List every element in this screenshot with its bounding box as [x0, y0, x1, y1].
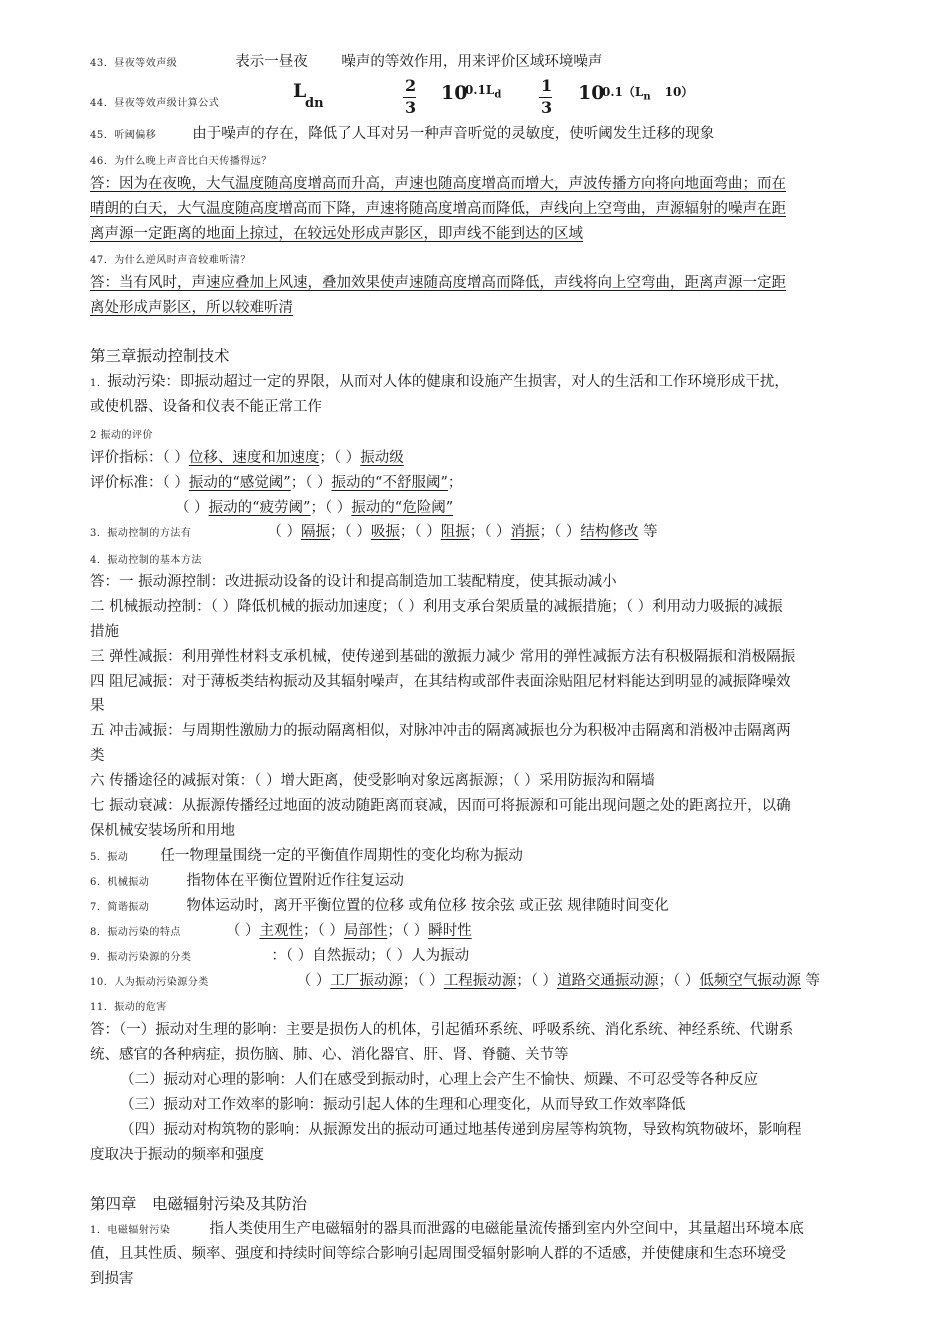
item-text: 指人类使用生产电磁辐射的器具而泄露的电磁能量流传播到室内外空间中，其量超出环境本底: [209, 1221, 804, 1237]
text-line: （四）振动对构筑物的影响：从振源发出的振动可通过地基传递到房屋等构筑物，导致构筑物破坏，影响程: [120, 1122, 802, 1138]
item-2: [90, 424, 153, 446]
item-3: 3．振动控制的方法有 （ ）隔振；（ ）吸振；（ ）阻振；（ ）消振；（ ）结构修改 等: [90, 524, 658, 540]
item-8: 8．振动污染的特点 （ ）主观性；（ ）局部性；（ ）瞬时性: [90, 923, 472, 939]
text-line: 二 机械振动控制：（ ）降低机械的振动加速度；（ ）利用支承台架质量的减振措施；（ ）利用动力吸振的减振: [90, 599, 783, 615]
text-line: 六 传播途径的减振对策：（ ）增大距离，使受影响对象远离振源；（ ）采用防振沟和隔墙: [90, 773, 655, 789]
text-line: 或使机器、设备和仪表不能正常工作: [90, 399, 322, 415]
formula-base: 10: [578, 82, 605, 104]
formula-fraction-denominator: 3: [541, 98, 553, 117]
evaluation-indicators: 评价指标：（ ）位移、速度和加速度；（ ）振动级: [90, 450, 404, 466]
item-number: 45．听阈偏移: [90, 130, 157, 141]
evaluation-standards-cont: （ ）振动的“疲劳阈”；（ ）振动的“危险阈”: [175, 500, 454, 516]
formula-subscript: dn: [305, 96, 324, 111]
chapter-3-heading: 第三章振动控制技术: [90, 347, 230, 365]
formula-base: 10: [441, 82, 468, 104]
item-number: 4．振动控制的基本方法: [90, 555, 202, 566]
item-45: [90, 124, 714, 146]
item-text: 指物体在平衡位置附近作往复运动: [186, 873, 404, 889]
text-line: 值，且其性质、频率、强度和持续时间等综合影响引起周围受辐射影响人群的不适感，并使健康和生态环境受: [90, 1246, 786, 1262]
formula-exponent: $0.1(L_n$ 10）: [602, 85, 694, 103]
item-number: 7．简谐振动: [90, 902, 150, 913]
item-4: [90, 549, 202, 571]
item-number: 3．振动控制的方法有: [90, 528, 192, 539]
item-5: [90, 846, 523, 868]
text-line: 答：（一）振动对生理的影响：主要是损伤人的机体，引起循环系统、呼吸系统、消化系统、神经系统、代谢系: [90, 1022, 794, 1038]
evaluation-standards: 评价标准：（ ）振动的“感觉阈”；（ ）振动的“不舒服阈”；: [90, 475, 463, 491]
item-number: 11．振动的危害: [90, 1002, 167, 1013]
text-line: （三）振动对工作效率的影响：振动引起人体的生理和心理变化，从而导致工作效率降低: [120, 1097, 686, 1113]
text-line: 到损害: [90, 1271, 134, 1287]
item-number: 1．电磁辐射污染: [90, 1225, 171, 1236]
item-number: 1．: [90, 378, 108, 389]
item-number: 46．为什么晚上声音比白天传播得远？: [90, 156, 272, 167]
item-number: 5．振动: [90, 852, 129, 863]
item-number: 9．振动污染源的分类: [90, 952, 192, 963]
item-text: ：（ ）自然振动；（ ）人为振动: [271, 948, 470, 964]
text-line: 七 振动衰减：从振源传播经过地面的波动随距离而衰减，因而可将振源和可能出现问题之处的距离拉开，以确: [90, 798, 791, 814]
item-46: [90, 150, 272, 172]
item-1-ch4: [90, 1219, 804, 1241]
item-text: 物体运动时，离开平衡位置的位移 或角位移 按余弦 或正弦 规律随时间变化: [186, 898, 669, 914]
formula-symbol: L: [293, 80, 307, 102]
item-number: 8．振动污染的特点: [90, 927, 181, 938]
text-line: 统、感官的各种病症，损伤脑、肺、心、消化器官、肝、肾、脊髓、关节等: [90, 1047, 569, 1063]
item-6: [90, 871, 404, 893]
answer-line: 答：因为在夜晚，大气温度随高度增高而升高，声速也随高度增高而增大，声波传播方向将向地面弯曲；而在: [90, 176, 786, 192]
item-number: 44．昼夜等效声级计算公式: [90, 98, 220, 109]
item-10: 10．人为振动污染源分类 （ ）工厂振动源；（ ）工程振动源；（ ）道路交通振动源；（ ）低频空气振动源 等: [90, 973, 821, 989]
chapter-4-heading: 第四章 电磁辐射污染及其防治: [90, 1195, 308, 1213]
item-text: 任一物理量围绕一定的平衡值作周期性的变化均称为振动: [160, 848, 523, 864]
answer-line: 答：当有风时，声速应叠加上风速，叠加效果使声速随高度增高而降低，声线将向上空弯曲，距离声源一定距: [90, 275, 786, 291]
item-43: [90, 52, 602, 74]
item-text: 振动污染：即振动超过一定的界限，从而对人体的健康和设施产生损害，对人的生活和工作环境形成干扰，: [107, 374, 789, 390]
item-9: [90, 946, 469, 968]
text-line: 措施: [90, 624, 119, 640]
answer-line: 晴朗的白天，大气温度随高度增高而下降，声速将随高度增高而降低，声线向上空弯曲，声源辐射的噪声在距: [90, 201, 786, 217]
formula-fraction-numerator: 1: [541, 76, 553, 95]
text-line: 保机械安装场所和用地: [90, 823, 235, 839]
ldn-formula: [0, 76, 950, 124]
formula-fraction-numerator: 2: [405, 76, 417, 95]
text-line: 答：一 振动源控制：改进振动设备的设计和提高制造加工装配精度，使其振动减小: [90, 574, 617, 590]
item-1: [90, 372, 789, 394]
text-line: 三 弹性减振：利用弹性材料支承机械，使传递到基础的激振力减少 常用的弹性减振方法有积极隔振和消极隔振: [90, 649, 796, 665]
item-number: 6．机械振动: [90, 877, 150, 888]
item-47: [90, 249, 251, 271]
text-line: （二）振动对心理的影响：人们在感受到振动时，心理上会产生不愉快、烦躁、不可忍受等各种反应: [120, 1072, 758, 1088]
item-text: 由于噪声的存在，降低了人耳对另一种声音听觉的灵敏度，使听阈发生迁移的现象: [192, 126, 715, 142]
text-line: 果: [90, 698, 105, 714]
item-7: [90, 896, 669, 918]
text-line: 四 阻尼减振：对于薄板类结构振动及其辐射噪声，在其结构或部件表面涂贴阻尼材料能达到明显的减振降噪效: [90, 674, 791, 690]
item-number: 10．人为振动污染源分类: [90, 977, 209, 988]
item-number: 47．为什么逆风时声音较难听清？: [90, 255, 251, 266]
text-line: 度取决于振动的频率和强度: [90, 1147, 264, 1163]
item-number: 2 振动的评价: [90, 430, 154, 441]
formula-fraction-denominator: 3: [405, 98, 417, 117]
text-line: 类: [90, 748, 105, 764]
item-number: 43．昼夜等效声级: [90, 58, 178, 69]
answer-line: 离声源一定距离的地面上掠过，在较远处形成声影区，即声线不能到达的区域: [90, 226, 583, 242]
item-text: 表示一昼夜 噪声的等效作用，用来评价区域环境噪声: [235, 54, 603, 70]
answer-line: 离处形成声影区，所以较难听清: [90, 300, 293, 316]
text-line: 五 冲击减振：与周期性激励力的振动隔离相似，对脉冲冲击的隔离减振也分为积极冲击隔离和消极冲击隔离两: [90, 723, 791, 739]
item-11: [90, 996, 167, 1018]
formula-exponent: $0.1L_d$: [465, 83, 502, 101]
